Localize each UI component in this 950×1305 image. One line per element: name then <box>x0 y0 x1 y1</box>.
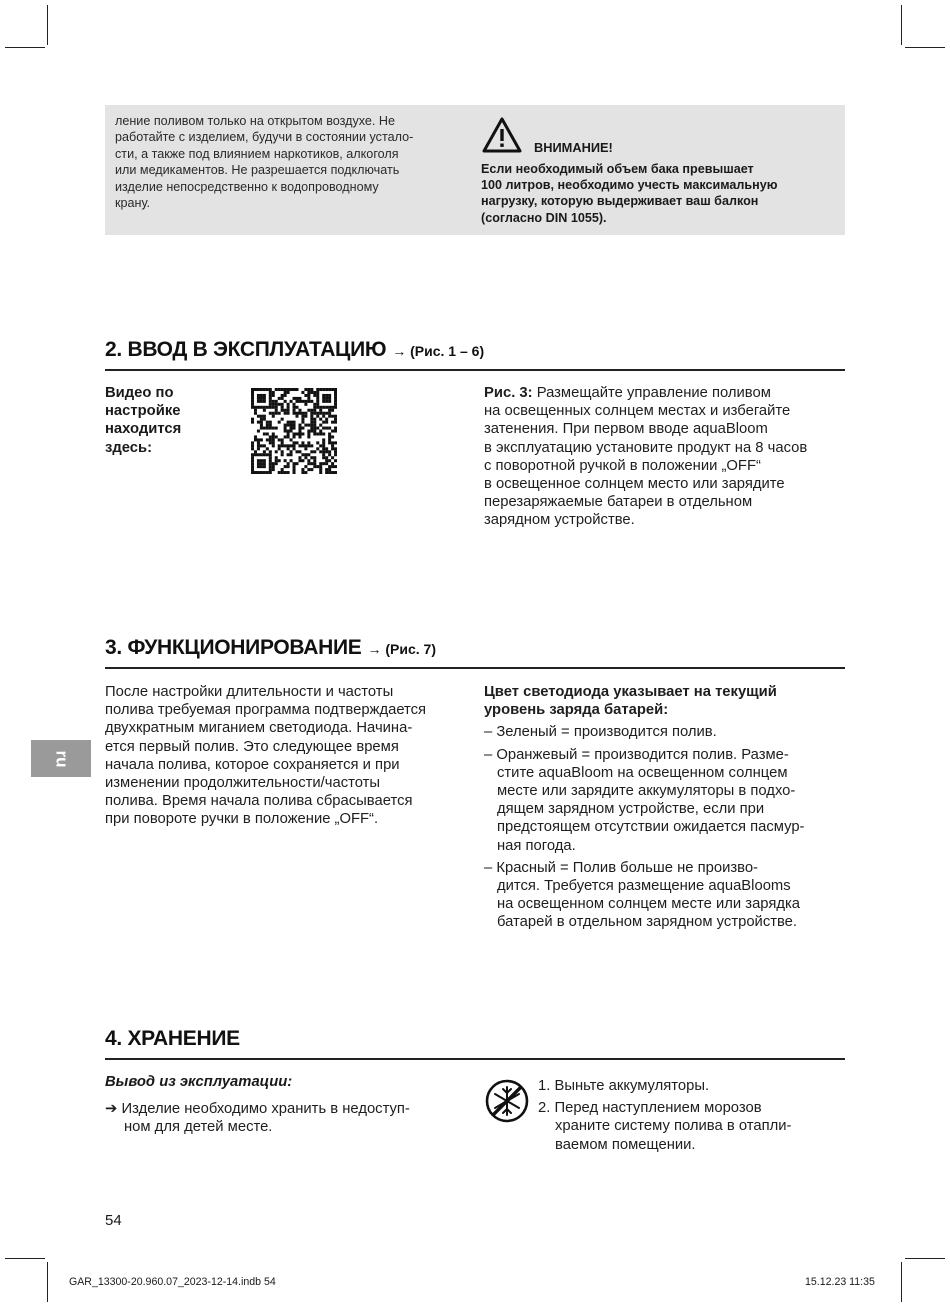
crop-mark <box>905 1258 945 1259</box>
crop-mark <box>5 47 45 48</box>
section-3-heading: 3. ФУНКЦИОНИРОВАНИЕ → (Рис. 7) <box>105 636 436 659</box>
led-orange-item: – Оранжевый = производится полив. Разме- стите aquaBloom на освещенном солнцем месте или зарядите аккумуляторы в подхо- дящем зарядном устройстве, если при предстоящем отсутствии ожидается пасмур- ная погода. <box>484 746 805 854</box>
page-number: 54 <box>105 1212 122 1229</box>
footer-file-info: GAR_13300-20.960.07_2023-12-14.indb 54 <box>69 1276 276 1288</box>
warning-text: Если необходимый объем бака превышает 100 литров, необходимо учесть максимальную нагрузку, которую выдерживает ваш балкон (согласно DIN 1055). <box>481 162 778 225</box>
section-divider <box>105 1058 845 1060</box>
figure-3-description: Рис. 3: Размещайте управление поливом на освещенных солнцем местах и избегайте затенения. При первом вводе aquaBloom в эксплуатацию установите продукт на 8 часов с поворотной ручкой в положении „OFF“ в освещенное солнцем место или зарядите перезаряжаемые батареи в отдельном зарядном устройстве. <box>484 385 808 529</box>
no-frost-icon <box>484 1078 530 1124</box>
warning-icon <box>482 117 522 153</box>
decommission-subheading: Вывод из эксплуатации: <box>105 1074 293 1090</box>
crop-mark <box>905 47 945 48</box>
storage-steps: 1. Выньте аккумуляторы. 2. Перед наступлением морозов храните систему полива в отапли- ваемом помещении. <box>538 1078 792 1153</box>
section-2-heading: 2. ВВОД В ЭКСПЛУАТАЦИЮ → (Рис. 1 – 6) <box>105 338 485 361</box>
crop-mark <box>47 1262 48 1302</box>
storage-instruction: ➔ Изделие необходимо хранить в недоступ- ном для детей месте. <box>105 1101 410 1136</box>
step-1: 1. Выньте аккумуляторы. <box>538 1078 710 1094</box>
footer-timestamp: 15.12.23 11:35 <box>805 1276 875 1288</box>
crop-mark <box>47 5 48 45</box>
led-status-list: Цвет светодиода указывает на текущий уровень заряда батарей: – Зеленый = производится полив. – Оранжевый = производится полив. Разме- стите aquaBloom на освещенном солнцем месте или зарядите аккумуляторы в подхо- дящем зарядном устройстве, если при предстоящем отсутствии ожидается пасмур- ная погода. – Красный = Полив больше не произво- дится. Требуется размещение aquaBlooms на освещенном солнцем месте или зарядка батарей в отдельном зарядном устройстве. <box>484 684 805 931</box>
language-tab: ru <box>31 740 91 777</box>
section-divider <box>105 369 845 371</box>
step-2: 2. Перед наступлением морозов <box>538 1100 762 1117</box>
safety-text: ление поливом только на открытом воздухе. Не работайте с изделием, будучи в состоянии устало- сти, а также под влиянием наркотиков, алкоголя или медикаментов. Не разрешается подключать изделие непосредственно к водопроводному крану. <box>115 114 414 211</box>
safety-box <box>105 105 845 235</box>
section-3-figure-ref: → (Рис. 7) <box>367 641 436 657</box>
crop-mark <box>901 5 902 45</box>
warning-title: ВНИМАНИЕ! <box>534 140 613 155</box>
section-4-heading: 4. ХРАНЕНИЕ <box>105 1027 240 1050</box>
qr-code[interactable] <box>251 388 337 474</box>
section-2-figure-ref: → (Рис. 1 – 6) <box>392 343 485 359</box>
crop-mark <box>5 1258 45 1259</box>
crop-mark <box>901 1262 902 1302</box>
function-description: После настройки длительности и частоты полива требуемая программа подтверждается двухкратным миганием светодиода. Начина- ется первый полив. Это следующее время начала полива, которое сохраняется и при изменении продолжительности/частоты полива. Время начала полива сбрасывается при повороте ручки в положение „OFF“. <box>105 684 427 828</box>
section-divider <box>105 667 845 669</box>
video-label: Видео по настройке находится здесь: <box>105 385 182 456</box>
led-green-item: – Зеленый = производится полив. <box>484 724 717 741</box>
led-red-item: – Красный = Полив больше не произво- дится. Требуется размещение aquaBlooms на освещенном солнцем месте или зарядка батарей в отдельном зарядном устройстве. <box>484 859 801 931</box>
